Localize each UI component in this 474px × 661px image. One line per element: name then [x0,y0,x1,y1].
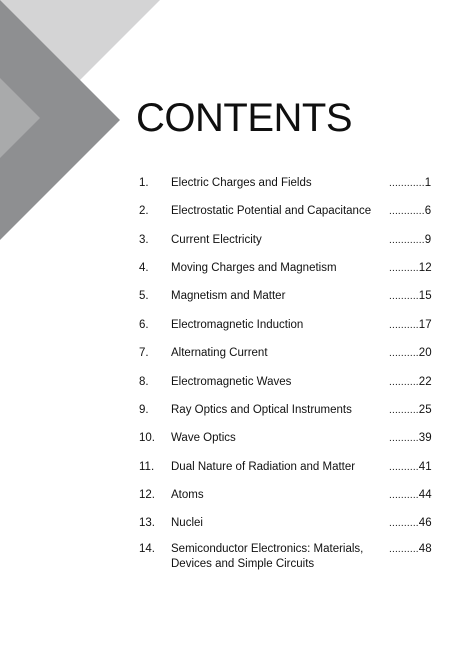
toc-entry-title-line: Wave Optics [171,432,236,444]
page-number: 17 [418,319,432,331]
toc-entry-page [389,233,432,248]
page-number: 46 [418,517,432,529]
toc-entry-title-line: Magnetism and Matter [171,290,286,302]
leader-dots: ............ [389,178,425,189]
toc-entry-page [389,289,432,304]
toc-entry-page [389,204,432,219]
toc-entry-page [389,318,432,333]
toc-entry-title-line: Dual Nature of Radiation and Matter [171,461,356,473]
leader-dots: .......... [389,405,419,416]
toc-entry-title [171,516,381,531]
toc-entry-title [171,403,381,418]
toc-entry-number: 9. [139,404,149,416]
toc-entry-title [171,318,381,333]
toc-entry-title-line: Alternating Current [171,347,268,359]
leader-dots: .......... [389,291,419,302]
toc-entry-page [389,346,432,361]
toc-entry-page [389,488,432,503]
toc-entry-title-line: Electrostatic Potential and Capacitance [171,205,372,217]
toc-entry-title-line: Atoms [171,489,204,501]
toc-entry-title [171,460,381,475]
toc-entry-title-line: Nuclei [171,517,203,529]
toc-entry-number: 2. [139,205,149,217]
toc-entry-page [389,261,432,276]
leader-dots: .......... [389,377,419,388]
page-number: 20 [418,347,432,359]
leader-dots: ............ [389,235,425,246]
toc-entry-title-line: Semiconductor Electronics: Materials, [171,543,364,555]
page-number: 6 [424,205,432,217]
leader-dots: .......... [389,320,419,331]
page-number: 39 [418,432,432,444]
toc-entry-number: 11. [139,461,155,473]
leader-dots: .......... [389,348,419,359]
toc-entry-title-line: Electromagnetic Induction [171,319,304,331]
toc-entry-number: 6. [139,319,149,331]
toc-entry-title [171,542,381,572]
page-number: 15 [418,290,432,302]
toc-entry-title-line: Ray Optics and Optical Instruments [171,404,352,416]
toc-entry-number: 10. [139,432,155,444]
leader-dots: .......... [389,263,419,274]
toc-entry-title [171,261,381,276]
page-number: 12 [418,262,432,274]
page-number: 25 [418,404,432,416]
leader-dots: .......... [389,518,419,529]
toc-entry-page [389,542,432,557]
toc-entry-title-line: Electric Charges and Fields [171,177,312,189]
toc-entry-title-line: Current Electricity [171,234,262,246]
toc-entry-title [171,346,381,361]
toc-entry-page [389,375,432,390]
page-title: CONTENTS [136,96,352,140]
leader-dots: .......... [389,490,419,501]
page-number: 22 [418,376,432,388]
page-number: 48 [418,543,432,555]
leader-dots: ............ [389,206,425,217]
toc-entry-title [171,375,381,390]
toc-entry-title [171,431,381,446]
leader-dots: .......... [389,433,419,444]
toc-entry-page [389,460,432,475]
page-number: 44 [418,489,432,501]
toc-entry-title [171,176,381,191]
toc-entry-title [171,233,381,248]
leader-dots: .......... [389,462,419,473]
toc-entry-title [171,289,381,304]
toc-entry-title [171,488,381,503]
toc-entry-page [389,403,432,418]
toc-entry-page [389,176,432,191]
toc-entry-number: 1. [139,177,149,189]
leader-dots: .......... [389,544,419,555]
toc-entry-number: 5. [139,290,149,302]
toc-entry-number: 8. [139,376,149,388]
page-number: 9 [424,234,432,246]
page-number: 41 [418,461,432,473]
toc-entry-page [389,516,432,531]
toc-entry-number: 12. [139,489,155,501]
toc-entry-title-line: Devices and Simple Circuits [171,558,315,570]
page-number: 1 [424,177,432,189]
toc-entry-number: 13. [139,517,155,529]
toc-entry-number: 3. [139,234,149,246]
toc-entry-number: 14. [139,543,155,555]
toc-entry-title [171,204,381,219]
toc-entry-number: 7. [139,347,149,359]
toc-entry-page [389,431,432,446]
toc-entry-number: 4. [139,262,149,274]
toc-entry-title-line: Moving Charges and Magnetism [171,262,337,274]
toc-entry-title-line: Electromagnetic Waves [171,376,292,388]
